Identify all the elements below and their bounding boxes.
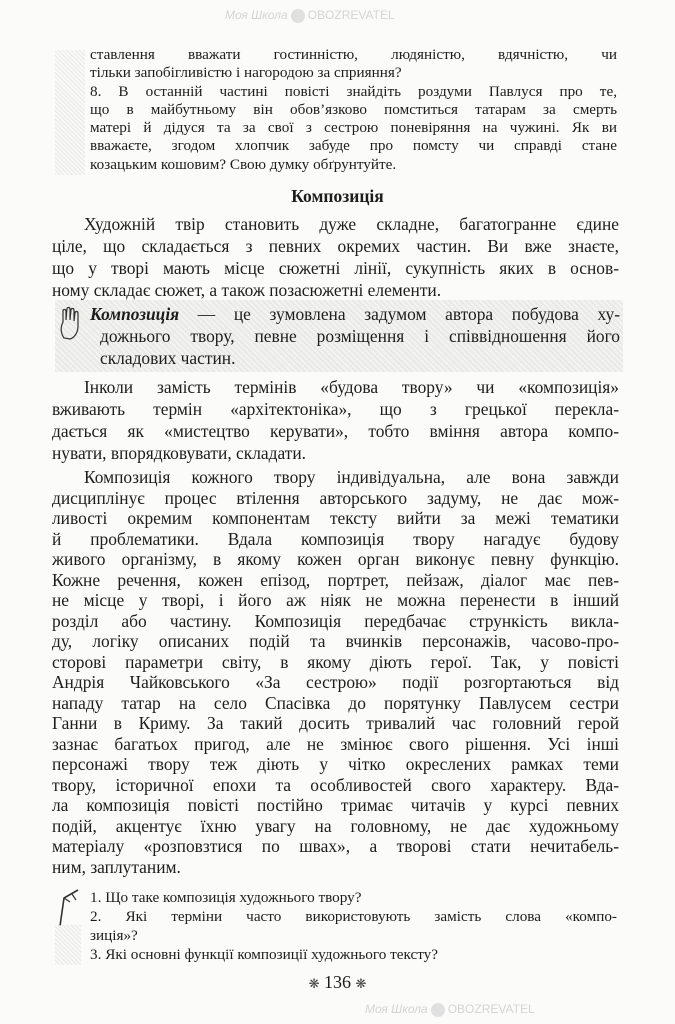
paragraph [52, 467, 619, 877]
text-line: 8. В останній частині повісті знайдіть роздуми Павлуся про те, [90, 82, 617, 100]
definition-term: Композиція [90, 304, 180, 324]
text-line: тільки запобігливістю і нагородою за сприяння? [90, 64, 402, 82]
text-line: дисциплінує процес втілення авторського задуму, не дає мож- [52, 487, 619, 508]
text-line: що в майбутньому він обов’язково помститься татарам за смерть [90, 100, 617, 118]
watermark-text: Моя Школа [225, 8, 288, 22]
text-line: Композиція кожного твору індивідуальна, але вона завжди [84, 467, 619, 487]
text-line: вважаєте, згодом хлопчик забуде про помсту чи справді стане [90, 137, 617, 155]
text-line: — це зумовлена задумом автора побудова ху- [179, 304, 620, 324]
text-line: що у творі мають місце сюжетні лінії, сукупність яких в основ- [52, 258, 619, 278]
ornament-icon: ❋ [355, 976, 367, 991]
text-line: персонажі твору теж діють у чітко окреслених рамках теми [52, 754, 619, 774]
text-line: ним, заплутаним. [52, 856, 181, 877]
text-line: Художній твір становить дуже складне, багатогранне єдине [84, 214, 619, 234]
text-line: сторові параметри світу, в якому діють герої. Так, у повісті [52, 651, 619, 672]
text-line: Ганни в Криму. За такий досить тривалий час головний герой [52, 713, 619, 733]
question: 2. Які терміни часто використовують замість слова «компо- [90, 908, 617, 925]
text-line: складових частин. [100, 348, 236, 368]
text-line: Кожне речення, кожен епізод, портрет, пейзаж, діалог має пев- [52, 569, 619, 590]
text-line: матеріалу «розповзтися по швах», а творові стати нечитабель- [52, 836, 619, 856]
text-line: ду, логіку описаних подій та вчинків персонажів, часово-про- [52, 631, 619, 651]
text-line: вживають термін «архітектоніка», що з грецької перекла- [52, 399, 619, 419]
margin-decoration [55, 925, 81, 965]
question: 3. Які основні функції композиції художнього тексту? [90, 946, 438, 963]
margin-decoration [55, 50, 85, 175]
text-line: й проблематики. Вдала композиція твору нагадує будову [52, 528, 619, 549]
previous-questions [90, 46, 617, 174]
watermark-text: OBOZREVATEL [447, 1002, 535, 1016]
text-line: зазнає багатьох пригод, але не змінює свого рішення. Усі інші [52, 733, 619, 754]
definition [90, 303, 620, 369]
section-heading: Композиція [291, 186, 384, 206]
text-line: не місце у творі, і його аж ніяк не можна перенести в інший [52, 590, 619, 610]
question: зиція»? [90, 927, 138, 944]
text-line: Інколи замість термінів «будова твору» чи «композиція» [84, 377, 619, 397]
text-line: подій, акцентує їхню увагу на головному, не дає художньому [52, 815, 619, 836]
text-line: дожнього твору, певне розміщення і співвідношення його [100, 326, 620, 346]
page-number [0, 972, 675, 993]
text-line: ному складає сюжет, а також позасюжетні елементи. [52, 280, 442, 300]
hand-icon [58, 306, 84, 340]
page-number-value: 136 [324, 972, 351, 992]
text-line: нувати, впорядковувати, складати. [52, 443, 306, 463]
paragraph [52, 376, 619, 464]
text-line: матері й дідуся та за свої з сестрою поневіряння на чужині. Як ви [90, 119, 617, 137]
text-line: нападу татар на село Спасівка до порятунку Павлусем сестри [52, 692, 619, 713]
text-line: ціле, що складається з певних окремих частин. Ви вже знаєте, [52, 236, 619, 256]
watermark [225, 8, 395, 23]
watermark-text: OBOZREVATEL [307, 8, 395, 22]
text-line: розділ або частину. Композиція передбачає стрункість викла- [52, 610, 619, 631]
watermark-text: Моя Школа [365, 1002, 428, 1016]
text-line: живого організму, в якому кожен орган виконує певну функцію. [52, 549, 619, 569]
text-line: твору, історичної епохи та особливостей свого характеру. Вда- [52, 774, 619, 795]
ornament-icon: ❋ [308, 976, 320, 991]
paragraph [52, 213, 619, 301]
text-line: ливості окремим компонентам тексту вийти за межі тематики [52, 508, 619, 528]
text-line: козацьким кошовим? Свою думку обґрунтуйте. [90, 155, 397, 173]
text-line: дається як «мистецтво керувати», тобто вміння автора компо- [52, 421, 619, 441]
text-line: ставлення вважати гостинністю, людяністю, вдячністю, чи [90, 46, 617, 63]
review-questions [90, 888, 617, 964]
text-line: Андрія Чайковського «За сестрою» події розгортаються від [52, 672, 619, 692]
pencil-icon [56, 888, 84, 928]
text-line: ла композиція повісті постійно тримає читачів у курсі певних [52, 795, 619, 815]
watermark [365, 1002, 535, 1017]
question: 1. Що таке композиція художнього твору? [90, 889, 362, 906]
